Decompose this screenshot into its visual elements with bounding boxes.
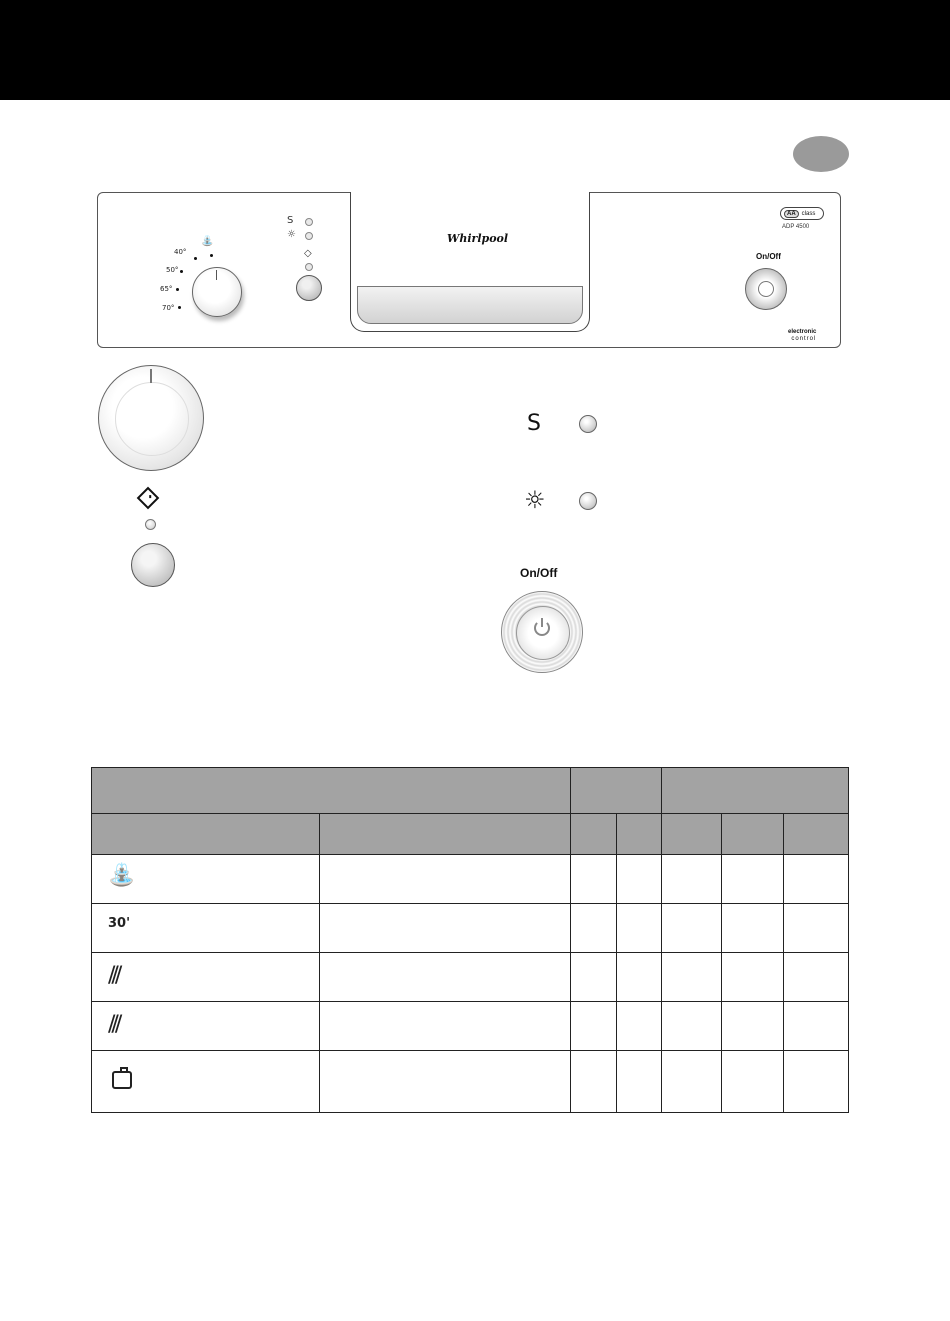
panel-program-label-50: 50° bbox=[166, 266, 179, 274]
normal-program-icon: /// bbox=[108, 1012, 119, 1037]
panel-program-dot bbox=[178, 306, 181, 309]
salt-indicator-led bbox=[579, 415, 597, 433]
energy-label bbox=[780, 207, 824, 220]
panel-program-dot bbox=[180, 270, 183, 273]
language-badge bbox=[793, 136, 849, 172]
start-icon bbox=[137, 487, 160, 510]
panel-door bbox=[350, 192, 590, 332]
power-icon bbox=[534, 620, 550, 636]
rinse-aid-icon: ☼ bbox=[524, 486, 546, 514]
panel-program-dot bbox=[176, 288, 179, 291]
energy-class: AA bbox=[784, 210, 799, 218]
panel-start-led bbox=[305, 263, 313, 271]
knob-indicator bbox=[150, 369, 152, 383]
model-number: ADP 4500 bbox=[782, 224, 810, 230]
panel-start-button bbox=[296, 275, 322, 301]
program-selector-knob[interactable] bbox=[98, 365, 204, 471]
table-subheader-cell bbox=[722, 814, 784, 855]
energy-class-sub: class bbox=[801, 210, 816, 217]
table-subheader-cell bbox=[92, 814, 320, 855]
panel-salt-led bbox=[305, 218, 313, 226]
control-panel-illustration bbox=[97, 192, 841, 348]
table-row bbox=[92, 855, 849, 904]
panel-salt-icon: S bbox=[287, 215, 294, 226]
panel-start-icon: ◇ bbox=[304, 248, 312, 259]
table-header-cell bbox=[571, 768, 662, 814]
panel-program-label-40: 40° bbox=[174, 248, 187, 256]
table-row bbox=[92, 904, 849, 953]
table-subheader-cell bbox=[320, 814, 571, 855]
start-button[interactable] bbox=[131, 543, 175, 587]
rinse-program-icon: ⛲ bbox=[108, 863, 134, 888]
panel-rinse-aid-icon: ☼ bbox=[287, 229, 296, 240]
brand-logo: Whirlpool bbox=[447, 232, 509, 245]
header-bar bbox=[0, 0, 950, 100]
table-subheader-cell bbox=[662, 814, 722, 855]
table-subheader-cell bbox=[617, 814, 662, 855]
panel-onoff-button bbox=[745, 268, 787, 310]
table-row bbox=[92, 1002, 849, 1051]
table-header-cell bbox=[92, 768, 571, 814]
onoff-button[interactable] bbox=[501, 591, 583, 673]
table-subheader-cell bbox=[571, 814, 617, 855]
salt-icon: S bbox=[527, 411, 541, 436]
panel-rinse-aid-led bbox=[305, 232, 313, 240]
panel-program-dot bbox=[194, 257, 197, 260]
panel-program-label-65: 65° bbox=[160, 285, 173, 293]
panel-program-knob bbox=[192, 267, 242, 317]
panel-onoff-label: On/Off bbox=[756, 252, 781, 261]
quick-30-program-icon: 30' bbox=[108, 916, 131, 931]
rinse-aid-indicator-led bbox=[579, 492, 597, 510]
panel-program-label-70: 70° bbox=[162, 304, 175, 312]
onoff-label: On/Off bbox=[520, 566, 558, 580]
door-handle bbox=[357, 286, 583, 324]
table-header-cell bbox=[662, 768, 849, 814]
panel-rinse-prog-icon: ⛲ bbox=[201, 236, 214, 247]
program-table bbox=[91, 767, 849, 1113]
panel-program-dot bbox=[210, 254, 213, 257]
table-row bbox=[92, 1051, 849, 1113]
table-subheader-cell bbox=[784, 814, 849, 855]
table-row bbox=[92, 953, 849, 1002]
eco-program-icon: /// bbox=[108, 963, 119, 988]
pot-program-icon bbox=[112, 1071, 132, 1089]
start-led bbox=[145, 519, 156, 530]
electronic-control-logo: electronic control bbox=[788, 329, 817, 342]
